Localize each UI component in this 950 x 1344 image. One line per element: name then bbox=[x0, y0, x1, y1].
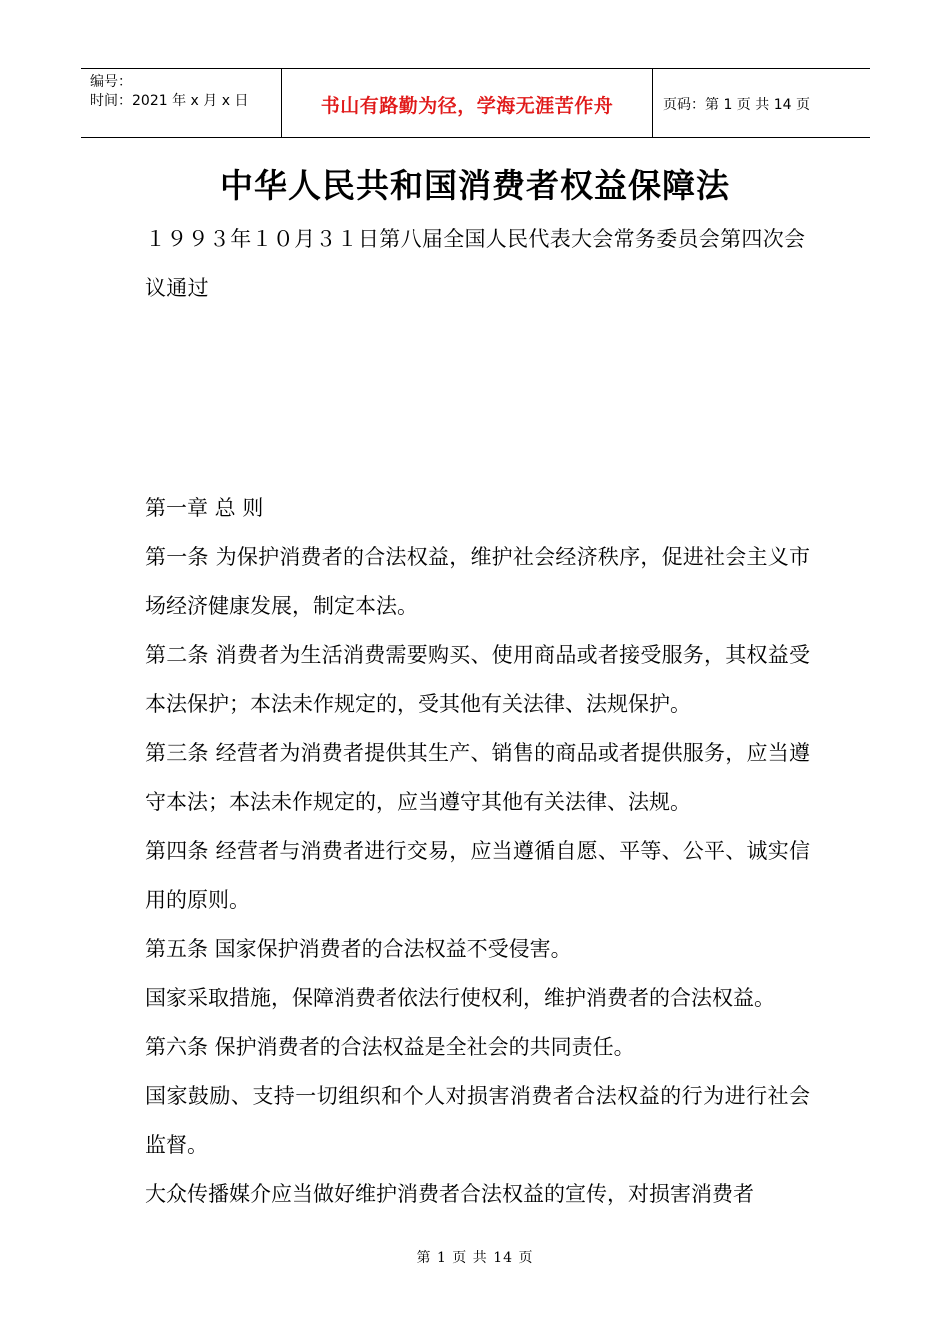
article-paragraph: 国家鼓励、支持一切组织和个人对损害消费者合法权益的行为进行社会监督。 bbox=[145, 1084, 810, 1157]
number-label: 编号： bbox=[90, 74, 132, 90]
document-subtitle: １９９３年１０月３１日第八届全国人民代表大会常务委员会第四次会议通过 bbox=[145, 227, 806, 300]
document-header bbox=[81, 68, 870, 138]
article-paragraph: 第五条 国家保护消费者的合法权益不受侵害。 bbox=[145, 937, 572, 961]
document-title: 中华人民共和国消费者权益保障法 bbox=[220, 166, 730, 205]
time-label: 时间：2021 年 x 月 x 日 bbox=[90, 93, 249, 109]
article-paragraph: 第四条 经营者与消费者进行交易，应当遵循自愿、平等、公平、诚实信用的原则。 bbox=[145, 839, 810, 912]
document-body bbox=[145, 484, 810, 1219]
page-info: 页码：第 1 页 共 14 页 bbox=[663, 97, 810, 113]
article-paragraph: 第六条 保护消费者的合法权益是全社会的共同责任。 bbox=[145, 1035, 635, 1059]
header-motto-cell bbox=[282, 69, 653, 137]
header-meta-cell bbox=[81, 69, 282, 137]
chapter-heading: 第一章 总 则 bbox=[145, 496, 264, 520]
motto-text: 书山有路勤为径，学海无涯苦作舟 bbox=[320, 95, 614, 117]
article-paragraph: 第一条 为保护消费者的合法权益，维护社会经济秩序，促进社会主义市场经济健康发展，制定本法。 bbox=[145, 545, 810, 618]
article-paragraph: 大众传播媒介应当做好维护消费者合法权益的宣传，对损害消费者 bbox=[145, 1182, 754, 1206]
header-page-cell bbox=[653, 69, 870, 137]
article-paragraph: 国家采取措施，保障消费者依法行使权利，维护消费者的合法权益。 bbox=[145, 986, 775, 1010]
article-paragraph: 第二条 消费者为生活消费需要购买、使用商品或者接受服务，其权益受本法保护；本法未作规定的，受其他有关法律、法规保护。 bbox=[145, 643, 810, 716]
page-footer: 第 1 页 共 14 页 bbox=[416, 1250, 534, 1266]
article-paragraph: 第三条 经营者为消费者提供其生产、销售的商品或者提供服务，应当遵守本法；本法未作规定的，应当遵守其他有关法律、法规。 bbox=[145, 741, 810, 814]
